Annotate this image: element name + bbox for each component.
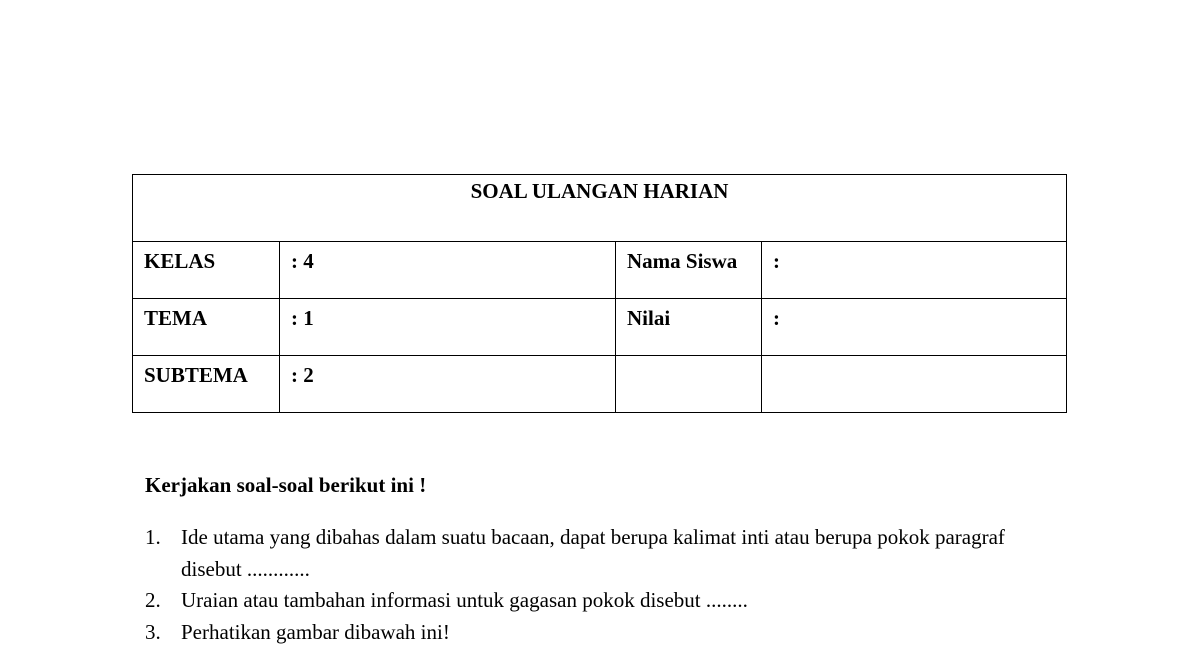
question-item (145, 522, 1065, 585)
question-number: 3. (145, 617, 161, 648)
question-number: 1. (145, 522, 161, 554)
nama-siswa-value: : (762, 242, 1067, 299)
question-list (145, 522, 1065, 648)
tema-label: TEMA (133, 299, 280, 356)
kelas-value: : 4 (280, 242, 616, 299)
table-row (133, 299, 1067, 356)
empty-label-cell (616, 356, 762, 413)
question-item (145, 617, 1065, 648)
question-text: Ide utama yang dibahas dalam suatu bacaan, dapat berupa kalimat inti atau berupa pokok paragraf disebut ............ (181, 525, 1005, 581)
instruction-text: Kerjakan soal-soal berikut ini ! (145, 471, 426, 499)
empty-value-cell (762, 356, 1067, 413)
header-table (132, 174, 1067, 413)
question-text: Perhatikan gambar dibawah ini! (181, 620, 450, 644)
document-title: SOAL ULANGAN HARIAN (133, 175, 1067, 242)
nilai-label: Nilai (616, 299, 762, 356)
nilai-value: : (762, 299, 1067, 356)
subtema-value: : 2 (280, 356, 616, 413)
question-text: Uraian atau tambahan informasi untuk gagasan pokok disebut ........ (181, 588, 748, 612)
tema-value: : 1 (280, 299, 616, 356)
table-row (133, 356, 1067, 413)
table-row (133, 242, 1067, 299)
question-number: 2. (145, 585, 161, 617)
subtema-label: SUBTEMA (133, 356, 280, 413)
question-item (145, 585, 1065, 617)
kelas-label: KELAS (133, 242, 280, 299)
nama-siswa-label: Nama Siswa (616, 242, 762, 299)
